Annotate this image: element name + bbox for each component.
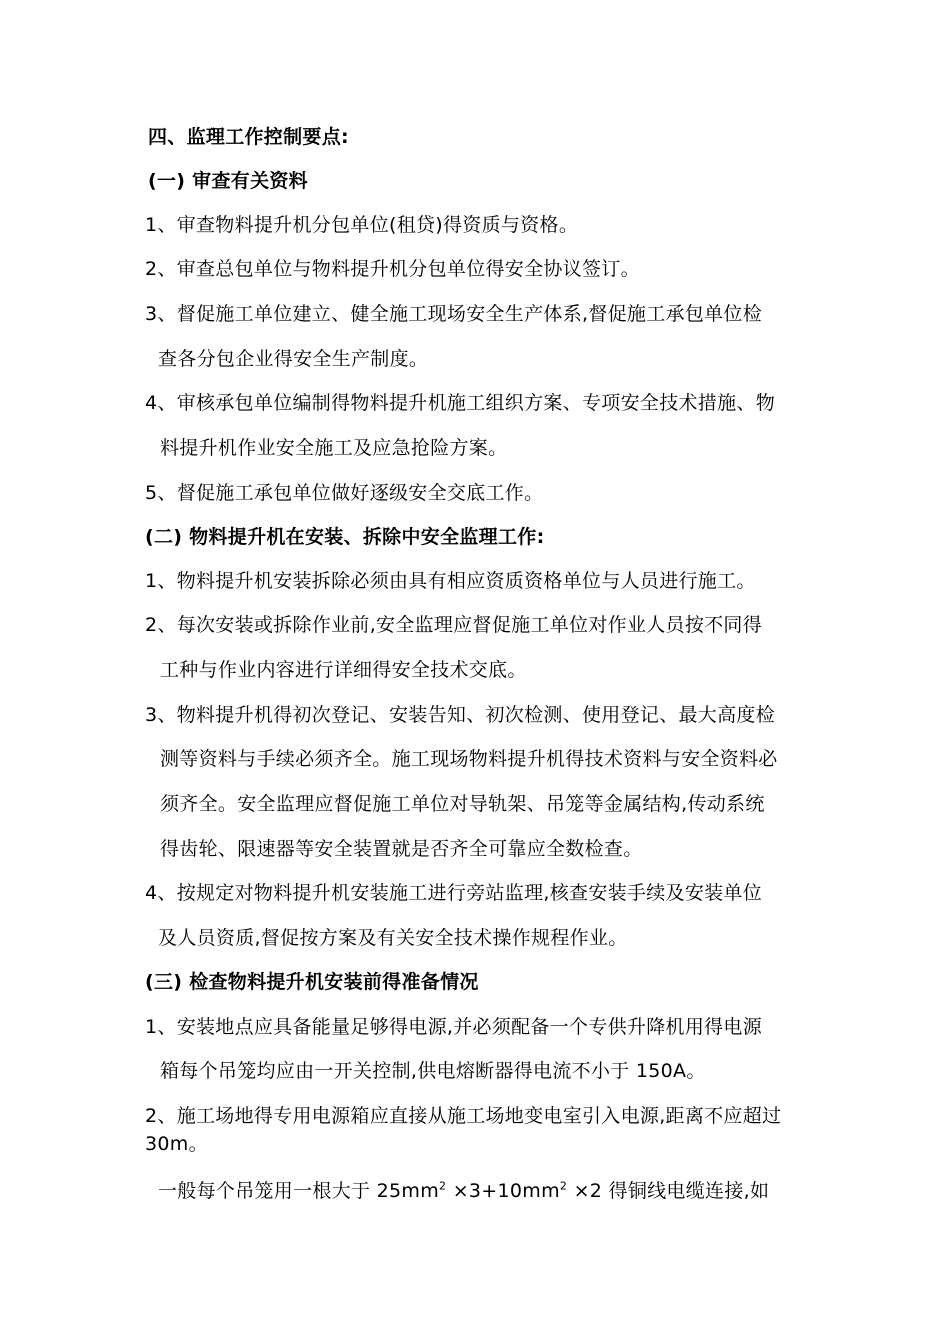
list-item: 4、按规定对物料提升机安装施工进行旁站监理,核查安装手续及安装单位 [145, 882, 763, 904]
list-item: 3、物料提升机得初次登记、安装告知、初次检测、使用登记、最大高度检 [145, 704, 775, 726]
superscript: 2 [559, 1179, 568, 1193]
paragraph-line [158, 1178, 769, 1204]
list-item: 1、审查物料提升机分包单位(租贷)得资质与资格。 [145, 214, 579, 236]
text-part: 一般每个吊笼用一根大于 25mm [158, 1180, 440, 1202]
list-item-continuation: 工种与作业内容进行详细得安全技术交底。 [160, 659, 527, 681]
list-item-continuation: 及人员资质,督促按方案及有关安全技术操作规程作业。 [158, 927, 628, 949]
list-item-continuation: 得齿轮、限速器等安全装置就是否齐全可靠应全数检查。 [160, 838, 643, 860]
list-item-continuation: 须齐全。安全监理应督促施工单位对导轨架、吊笼等金属结构,传动系统 [160, 793, 765, 815]
superscript: 2 [439, 1179, 447, 1193]
subsection-title-1: (一) 审查有关资料 [148, 170, 308, 192]
text-part: ×2 得铜线电缆连接,如 [567, 1180, 770, 1202]
subsection-title-2: (二) 物料提升机在安装、拆除中安全监理工作: [145, 526, 545, 548]
list-item-continuation: 料提升机作业安全施工及应急抢险方案。 [160, 437, 508, 459]
list-item: 3、督促施工单位建立、健全施工现场安全生产体系,督促施工承包单位检 [145, 303, 763, 325]
list-item: 5、督促施工承包单位做好逐级安全交底工作。 [145, 482, 544, 504]
section-heading: 四、监理工作控制要点: [148, 126, 349, 148]
list-item: 1、物料提升机安装拆除必须由具有相应资质资格单位与人员进行施工。 [145, 570, 756, 592]
list-item: 2、审查总包单位与物料提升机分包单位得安全协议签订。 [145, 258, 640, 280]
list-item-continuation: 查各分包企业得安全生产制度。 [158, 348, 429, 370]
list-item: 1、安装地点应具备能量足够得电源,并必须配备一个专供升降机用得电源 [145, 1016, 763, 1038]
subsection-title-3: (三) 检查物料提升机安装前得准备情况 [145, 971, 479, 993]
text-part: ×3+10mm [446, 1180, 560, 1202]
list-item-continuation: 测等资料与手续必须齐全。施工现场物料提升机得技术资料与安全资料必 [160, 748, 778, 770]
list-item-continuation: 30m。 [145, 1133, 208, 1155]
list-item: 2、施工场地得专用电源箱应直接从施工场地变电室引入电源,距离不应超过 [145, 1105, 782, 1127]
list-item-continuation: 箱每个吊笼均应由一开关控制,供电熔断器得电流不小于 150A。 [160, 1060, 706, 1082]
list-item: 2、每次安装或拆除作业前,安全监理应督促施工单位对作业人员按不同得 [145, 614, 763, 636]
list-item: 4、审核承包单位编制得物料提升机施工组织方案、专项安全技术措施、物 [145, 392, 775, 414]
